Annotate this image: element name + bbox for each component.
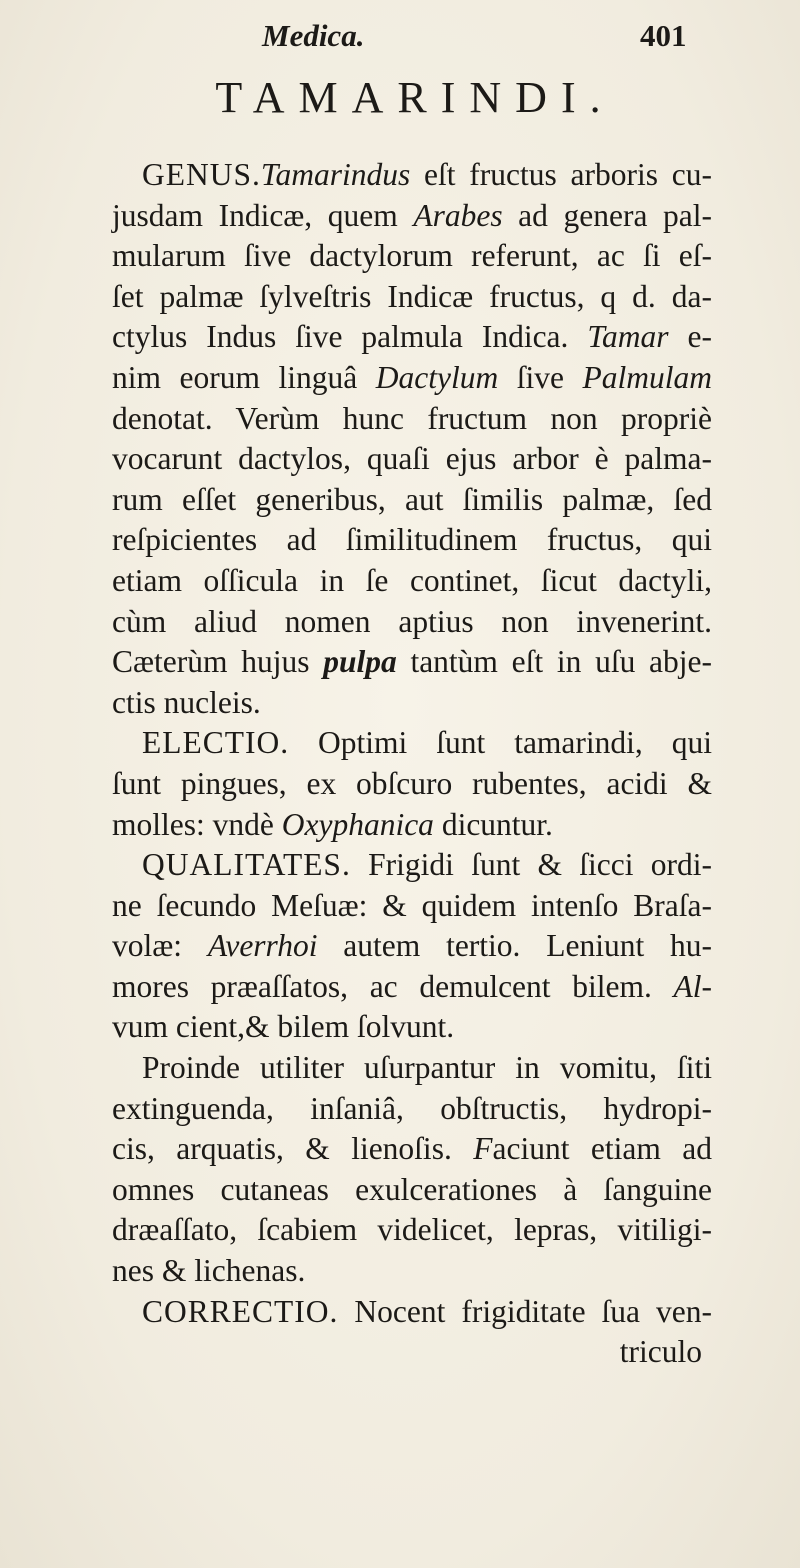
text-line: cis, arquatis, & lienoſis. Faciunt etiam ad [112, 1131, 712, 1167]
text-line: dræaſſato, ſcabiem videlicet, lepras, vitiligi- [112, 1212, 712, 1248]
text-line: vum cient,& bilem ſolvunt. [112, 1009, 455, 1045]
text-line: mularum ſive dactylorum referunt, ac ſi eſ- [112, 238, 712, 274]
section-title: TAMARINDI. [215, 73, 615, 122]
text-line: nes & lichenas. [112, 1253, 306, 1289]
body-text [112, 155, 712, 1373]
text-line: ELECTIO. Optimi ſunt tamarindi, qui [142, 725, 712, 761]
text-line: ctis nucleis. [112, 684, 261, 720]
text-line: reſpicientes ad ſimilitudinem fructus, qui [112, 522, 712, 558]
text-line: denotat. Verùm hunc fructum non propriè [112, 400, 712, 436]
running-head: Medica. [262, 18, 365, 53]
text-line: omnes cutaneas exulcerationes à ſanguine [112, 1171, 712, 1207]
text-line: mores præaſſatos, ac demulcent bilem. Al- [112, 968, 712, 1004]
page-number: 401 [640, 18, 687, 53]
catchword: triculo [619, 1334, 702, 1370]
text-line: ſunt pingues, ex obſcuro rubentes, acidi & [112, 765, 712, 801]
text-line: extinguenda, inſaniâ, obſtructis, hydropi- [112, 1090, 712, 1126]
text-line: ctylus Indus ſive palmula Indica. Tamar e- [112, 319, 712, 355]
text-line: CORRECTIO. Nocent frigiditate ſua ven- [142, 1293, 712, 1329]
page-header [0, 18, 800, 62]
text-line: QUALITATES. Frigidi ſunt & ſicci ordi- [142, 847, 713, 883]
text-line: jusdam Indicæ, quem Arabes ad genera pal- [112, 197, 712, 233]
text-line: vocarunt dactylos, quaſi ejus arbor è palma- [112, 441, 712, 477]
text-line: cùm aliud nomen aptius non invenerint. [112, 603, 712, 639]
text-line: ſet palmæ ſylveſtris Indicæ fructus, q d. da- [112, 278, 712, 314]
text-line: etiam oſſicula in ſe continet, ſicut dactyli, [112, 562, 712, 598]
text-line: GENUS.Tamarindus eſt fructus arboris cu- [142, 157, 712, 192]
text-line: ne ſecundo Meſuæ: & quidem intenſo Braſa- [112, 887, 712, 923]
text-line: rum eſſet generibus, aut ſimilis palmæ, ſed [112, 481, 712, 517]
text-line: molles: vndè Oxyphanica dicuntur. [112, 806, 553, 842]
text-line: nim eorum linguâ Dactylum ſive Palmulam [112, 359, 712, 395]
text-line: volæ: Averrhoi autem tertio. Leniunt hu- [112, 928, 712, 964]
text-line: Proinde utiliter uſurpantur in vomitu, ſiti [142, 1050, 712, 1086]
text-line: Cæterùm hujus pulpa tantùm eſt in uſu abje- [112, 644, 712, 680]
